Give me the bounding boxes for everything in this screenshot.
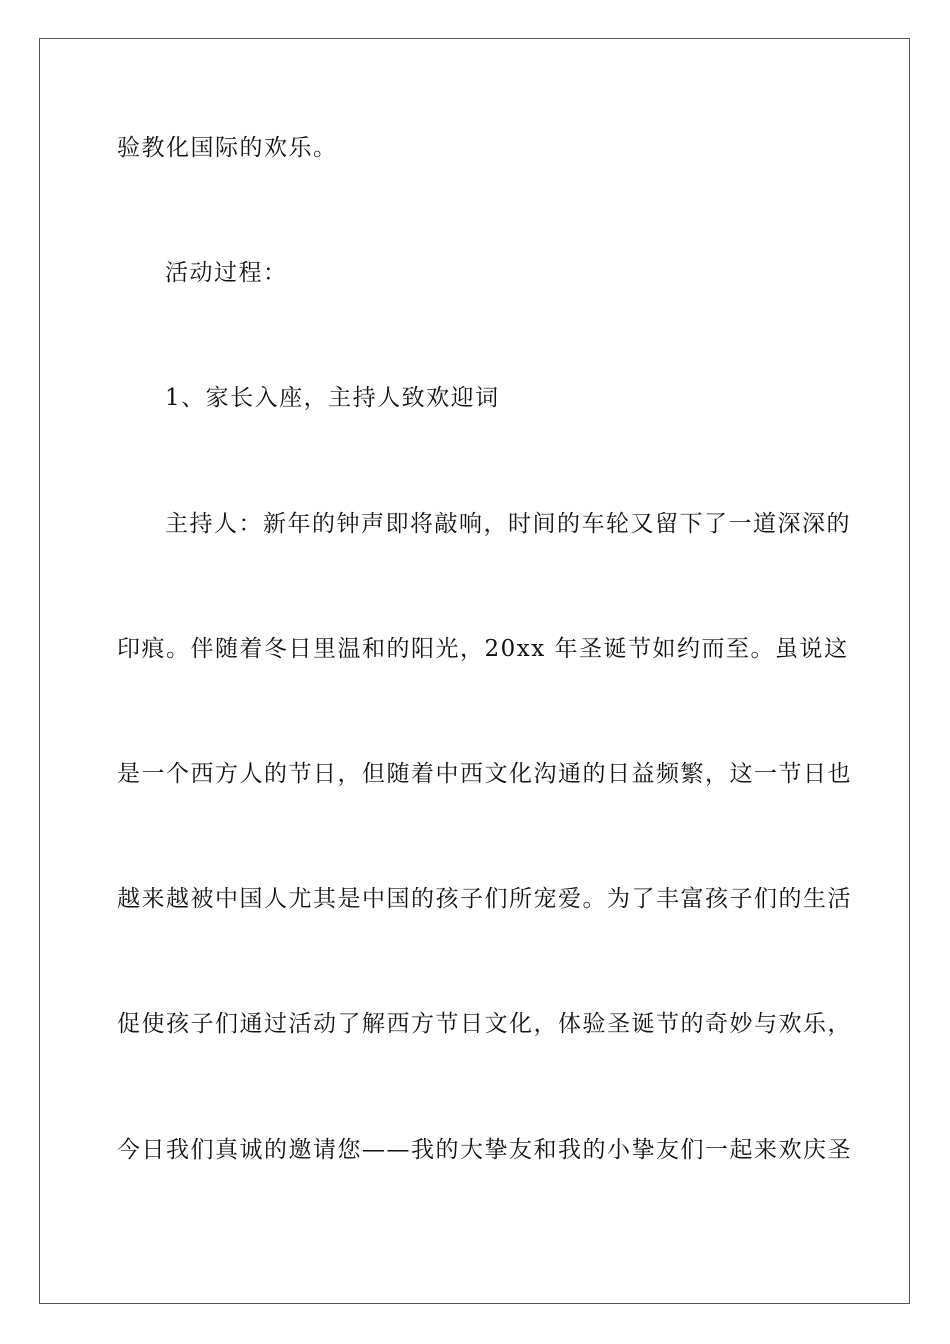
text-line: 验教化国际的欢乐。 <box>117 135 338 161</box>
text-line: 是一个西方人的节日，但随着中西文化沟通的日益频繁，这一节日也 <box>117 761 852 787</box>
page-border <box>39 38 910 1304</box>
list-item: 1、家长入座，主持人致欢迎词 <box>165 385 500 411</box>
text-line: 印痕。伴随着冬日里温和的阳光，20xx 年圣诞节如约而至。虽说这 <box>117 636 849 662</box>
text-line: 今日我们真诚的邀请您——我的大挚友和我的小挚友们一起来欢庆圣 <box>117 1137 852 1163</box>
text-line: 越来越被中国人尤其是中国的孩子们所宠爱。为了丰富孩子们的生活 <box>117 886 852 912</box>
section-heading: 活动过程： <box>165 260 288 286</box>
text-line: 主持人：新年的钟声即将敲响，时间的车轮又留下了一道深深的 <box>165 511 851 537</box>
text-line: 促使孩子们通过活动了解西方节日文化，体验圣诞节的奇妙与欢乐， <box>117 1011 852 1037</box>
